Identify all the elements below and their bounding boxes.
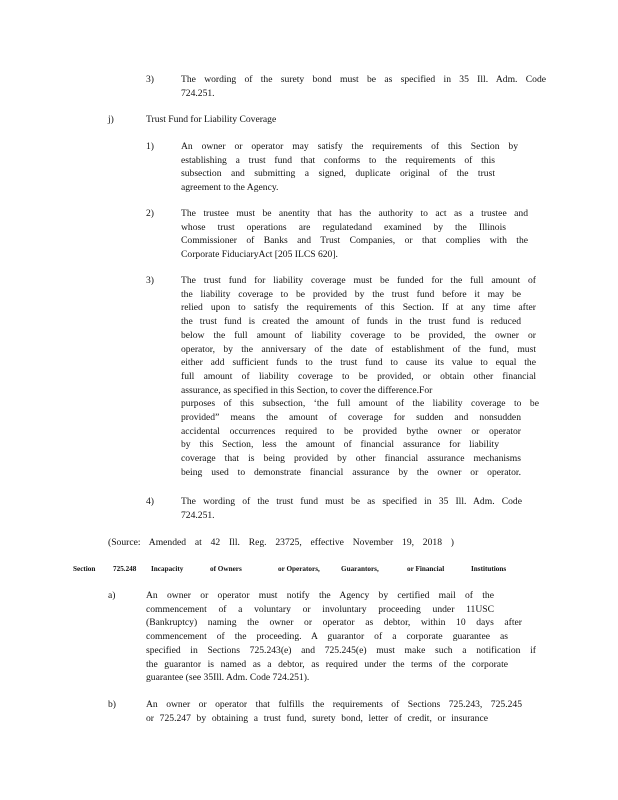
item-number: 4) xyxy=(146,496,154,507)
paragraph-text xyxy=(146,589,536,685)
text-line: The wording of the trust fund must be as specified in 35 Ill. Adm. Code xyxy=(181,496,522,507)
text-line: The trust fund for liability coverage must be funded for the full amount of xyxy=(181,275,536,286)
text-line: purposes of this subsection, ‘the full amount of the liability coverage to be xyxy=(181,398,539,410)
text-line: coverage that is being provided by other financial assurance mechanisms xyxy=(181,453,521,465)
section-title-word: or Financial xyxy=(407,565,445,573)
paragraph-text xyxy=(146,698,522,725)
section-title-word: Incapacity xyxy=(151,565,184,573)
text-line: 724.251. xyxy=(181,87,215,99)
text-line: accidental occurrences required to be provided bythe owner or operator xyxy=(181,425,521,437)
text-line: establishing a trust fund that conforms to the requirements of this xyxy=(181,154,495,166)
text-line: Corporate FiduciaryAct [205 ILCS 620]. xyxy=(181,249,338,261)
text-line: full amount of liability coverage to be provided, or obtain other financial xyxy=(181,370,536,382)
text-line: provided” means the amount of coverage for sudden and nonsudden xyxy=(181,412,521,424)
text-line: 724.251. xyxy=(181,509,215,521)
text-line: the trust fund is created the amount of funds in the trust fund is reduced xyxy=(181,316,521,328)
text-line: An owner or operator may satisfy the requirements of this Section by xyxy=(181,141,518,152)
section-title-word: or Operators, xyxy=(278,565,320,573)
item-number: 1) xyxy=(146,141,154,152)
text-line: below the full amount of liability coverage to be provided, the owner or xyxy=(181,329,536,341)
paragraph-label: b) xyxy=(108,699,116,710)
section-label: Section xyxy=(73,565,96,573)
text-line: commencement of a voluntary or involuntary proceeding under 11USC xyxy=(146,603,494,615)
item-number: 3) xyxy=(146,275,154,286)
section-title-word: of Owners xyxy=(210,565,242,573)
source-note: (Source: Amended at 42 Ill. Reg. 23725, effective November 19, 2018 ) xyxy=(108,537,454,548)
text-line: subsection and submitting a signed, duplicate original of the trust xyxy=(181,168,495,180)
text-line: relied upon to satisfy the requirements of this Section. If at any time after xyxy=(181,302,536,314)
text-line: assurance, as specified in this Section, to cover the difference.For xyxy=(181,384,433,396)
text-line: Commissioner of Banks and Trust Companies, or that complies with the xyxy=(181,235,528,247)
text-line: The wording of the surety bond must be as specified in 35 Ill. Adm. Code xyxy=(181,74,546,85)
text-line: An owner or operator that fulfills the requirements of Sections 725.243, 725.245 xyxy=(146,699,522,710)
text-line: the liability coverage to be provided by the trust fund before it may be xyxy=(181,288,521,300)
text-line: (Bankruptcy) naming the owner or operator as debtor, within 10 days after xyxy=(146,617,522,629)
text-line: agreement to the Agency. xyxy=(181,182,279,194)
item-number: 3) xyxy=(146,74,154,85)
subsection-label: j) xyxy=(108,114,114,125)
text-line: being used to demonstrate financial assurance by the owner or operator. xyxy=(181,466,521,478)
section-title-word: Guarantors, xyxy=(341,565,379,573)
item-text xyxy=(181,73,546,100)
text-line: specified in Sections 725.243(e) and 725.245(e) must make such a notification if xyxy=(146,644,536,656)
text-line: or 725.247 by obtaining a trust fund, surety bond, letter of credit, or insurance xyxy=(146,712,488,724)
text-line: The trustee must be anentity that has the authority to act as a trustee and xyxy=(181,208,528,219)
text-line: either add sufficient funds to the trust fund to cause its value to equal the xyxy=(181,357,536,369)
text-line: guarantee (see 35Ill. Adm. Code 724.251). xyxy=(146,672,310,684)
item-text xyxy=(181,207,528,262)
subsection-title: Trust Fund for Liability Coverage xyxy=(146,114,277,125)
item-text xyxy=(181,495,522,522)
paragraph-label: a) xyxy=(108,590,116,601)
text-line: whose trust operations are regulatedand examined by the Illinois xyxy=(181,221,506,233)
text-line: An owner or operator must notify the Agency by certified mail of the xyxy=(146,590,494,601)
section-title-word: Institutions xyxy=(471,565,507,573)
text-line: by this Section, less the amount of financial assurance for liability xyxy=(181,439,499,451)
text-line: the guarantor is named as a debtor, as required under the terms of the corporate xyxy=(146,658,508,670)
item-text xyxy=(181,274,539,480)
section-number: 725.248 xyxy=(113,565,137,573)
text-line: operator, by the anniversary of the date of establishment of the fund, must xyxy=(181,343,536,355)
item-text xyxy=(181,140,518,195)
item-number: 2) xyxy=(146,208,154,219)
text-line: commencement of the proceeding. A guarantor of a corporate guarantee as xyxy=(146,631,508,643)
